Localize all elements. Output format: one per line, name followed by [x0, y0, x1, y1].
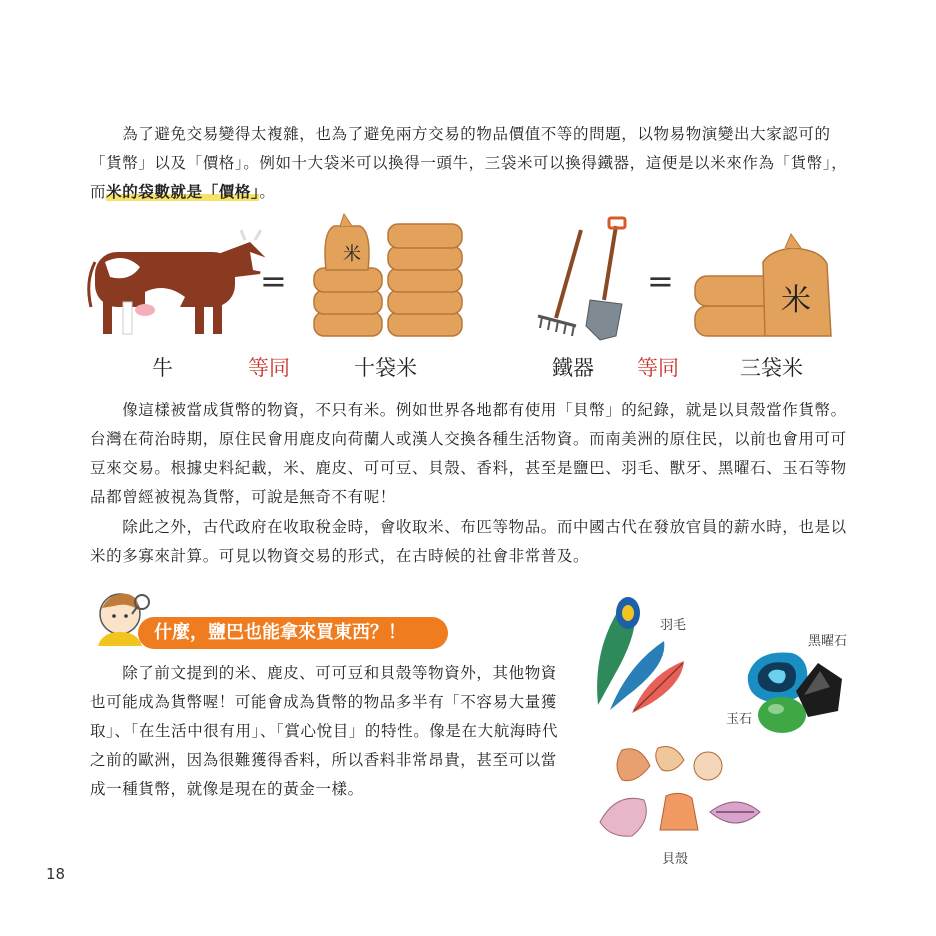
iron-tools-illustration — [536, 218, 626, 343]
sidebar-heading: 什麼，鹽巴也能拿來買東西？！ — [138, 617, 448, 649]
ten-rice-bags-illustration — [312, 212, 467, 340]
equals-label-2: 等同 — [637, 356, 679, 380]
intro-text: 為了避免交易變得太複雜，也為了避免兩方交易的物品價值不等的問題，以物易物演變出大家認可的「貨幣」以及「價格」。例如十大袋米可以換得一頭牛，三袋米可以換得鐵器，這便是以米來作為「貨幣」，而 — [90, 125, 848, 201]
three-bags-label: 三袋米 — [740, 356, 803, 380]
tools-label: 鐵器 — [552, 356, 594, 380]
cow-illustration — [85, 222, 275, 337]
shell-caption: 貝殼 — [662, 852, 689, 867]
intro-paragraph — [90, 120, 860, 207]
equals-sign-2: = — [647, 262, 674, 300]
rice-char-large: 米 — [781, 283, 811, 318]
tax-paragraph: 除此之外，古代政府在收取稅金時，會收取米、布匹等物品。而中國古代在發放官員的薪水時，也是以米的多寡來計算。可見以物資交易的形式，在古時候的社會非常普及。 — [90, 518, 847, 565]
sidebar-body: 除了前文提到的米、鹿皮、可可豆和貝殼等物資外，其他物資也可能成為貨幣喔！可能會成為貨幣的物品多半有「不容易大量獲取」、「在生活中很有用」、「賞心悅目」的特性。像是在大航海時代之前的歐洲，因為很難獲得香料，所以香料非常昂貴，甚至可以當成一種貨幣，就像是現在的黃金一樣。 — [90, 664, 559, 798]
intro-end: 。 — [259, 183, 276, 201]
jade-caption: 玉石 — [726, 712, 753, 727]
rice-char-small: 米 — [343, 244, 361, 265]
shells-illustration — [596, 740, 766, 844]
page-number: 18 — [46, 865, 66, 883]
currency-paragraph: 像這樣被當成貨幣的物資，不只有米。例如世界各地都有使用「貝幣」的紀錄，就是以貝殼當作貨幣。台灣在荷治時期，原住民會用鹿皮向荷蘭人或漢人交換各種生活物資。而南美洲的原住民，以前也會用可可豆來交易。根據史料紀載，米、鹿皮、可可豆、貝殼、香料，甚至是鹽巴、羽毛、獸牙、黑曜石、玉石等物品都曾經被視為貨幣，可說是無奇不有呢！ — [90, 401, 847, 506]
stones-illustration — [742, 645, 847, 737]
cow-label: 牛 — [152, 356, 173, 380]
price-highlight: 米的袋數就是「價格」 — [106, 183, 260, 201]
equals-sign-1: = — [260, 262, 287, 300]
obsidian-caption: 黑曜石 — [808, 634, 848, 649]
three-rice-bags-illustration — [693, 232, 833, 340]
ten-bags-label: 十袋米 — [354, 356, 417, 380]
equals-label-1: 等同 — [248, 356, 290, 380]
feather-caption: 羽毛 — [660, 618, 687, 633]
feathers-illustration — [588, 585, 698, 720]
